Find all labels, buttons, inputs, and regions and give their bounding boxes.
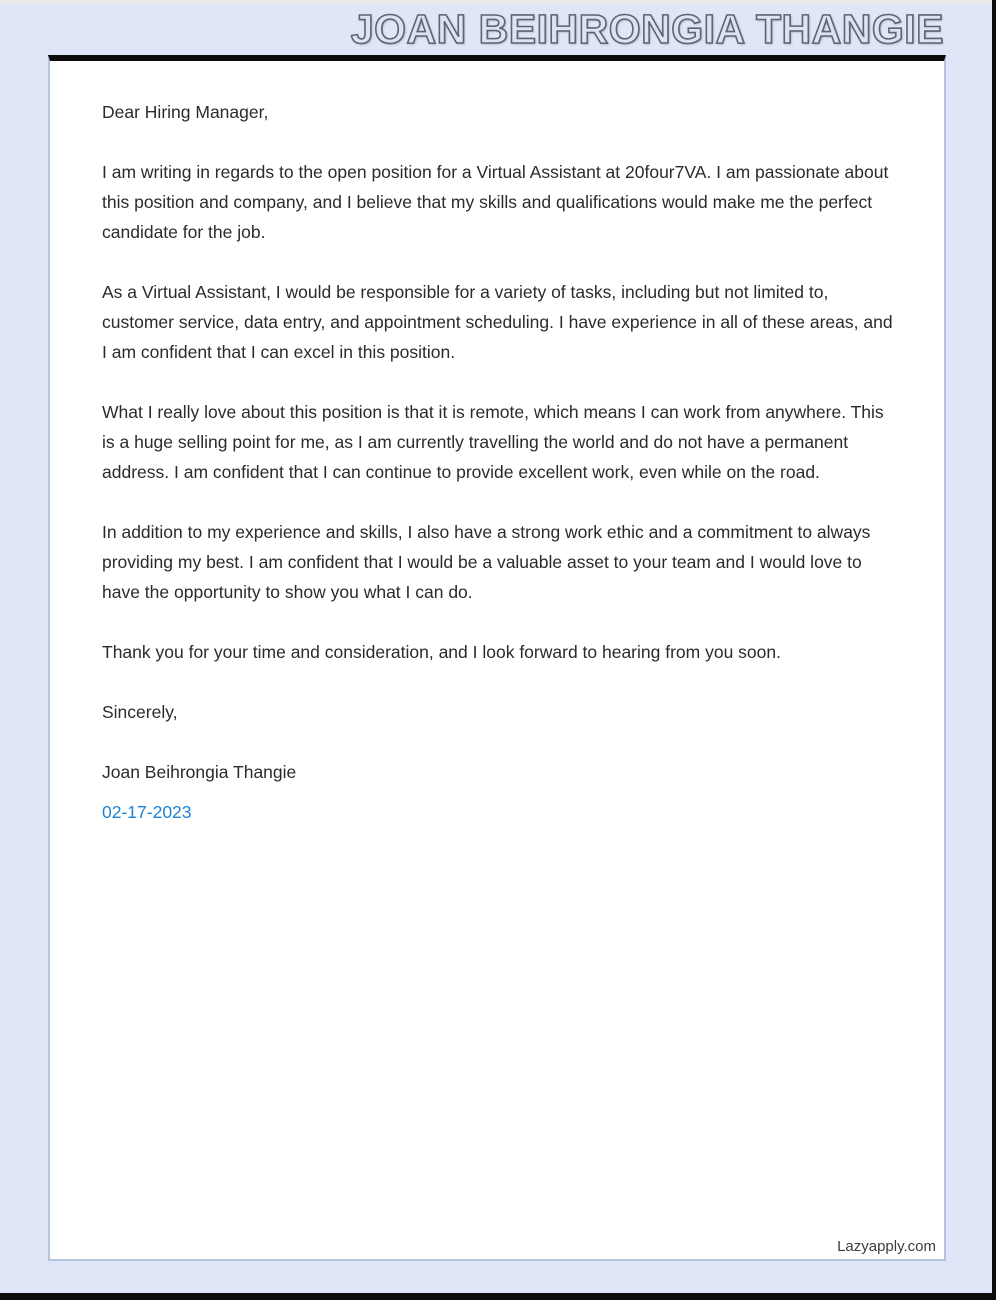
letter-paragraph: What I really love about this position is that it is remote, which means I can work from anywhere. This is a huge selling point for me, as I am currently travelling the world and do not have a permanent address. I am confident that I can continue to provide excellent work, even while on the road. — [102, 402, 884, 482]
lazyapply-watermark: Lazyapply.com — [837, 1238, 936, 1255]
screen-edge-bottom — [0, 1293, 996, 1300]
letter-paragraph: In addition to my experience and skills, I also have a strong work ethic and a commitment to always providing my best. I am confident that I would be a valuable asset to your team and I would love to have the opportunity to show you what I can do. — [102, 522, 871, 602]
letter-page — [48, 55, 946, 1261]
signature-name: Joan Beihrongia Thangie — [102, 762, 297, 782]
screen-edge-right — [992, 0, 996, 1300]
closing-line: Sincerely, — [102, 702, 178, 722]
letter-body — [50, 61, 944, 827]
letter-paragraph: Thank you for your time and consideration, and I look forward to hearing from you soon. — [102, 642, 781, 662]
letter-paragraph: As a Virtual Assistant, I would be responsible for a variety of tasks, including but not limited to, customer service, data entry, and appointment scheduling. I have experience in all of these areas, and I am confident that I can excel in this position. — [102, 282, 893, 362]
letter-paragraph: I am writing in regards to the open position for a Virtual Assistant at 20four7VA. I am passionate about this position and company, and I believe that my skills and qualifications would make me the perfect candidate for the job. — [102, 162, 889, 242]
letter-date: 02-17-2023 — [102, 802, 192, 822]
screen-edge-top — [0, 0, 996, 4]
greeting-line: Dear Hiring Manager, — [102, 102, 269, 122]
header-name: JOAN BEIHRONGIA THANGIE — [350, 6, 944, 52]
